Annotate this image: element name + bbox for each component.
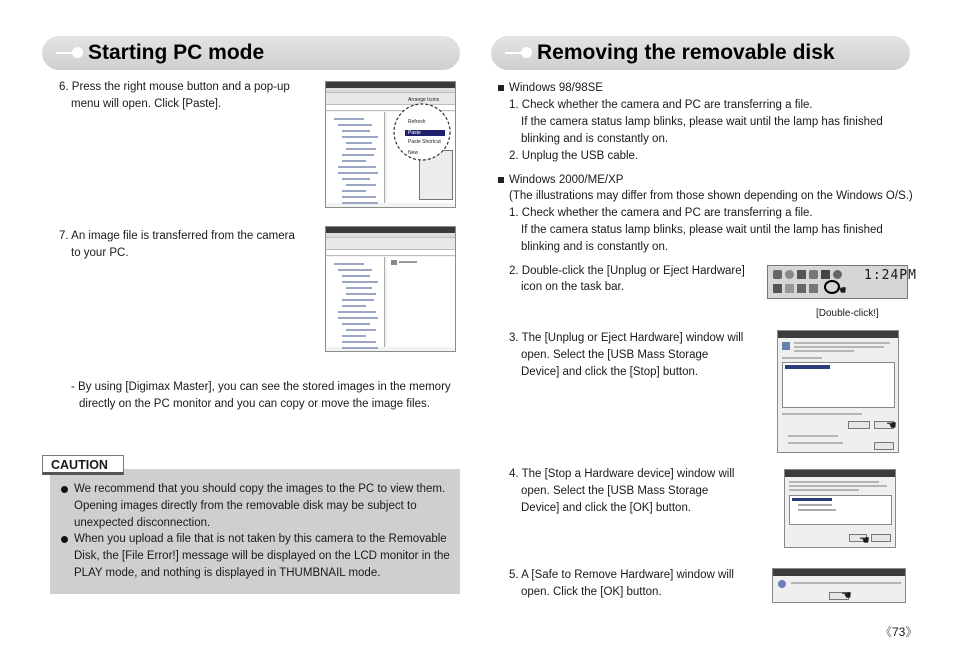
- caution-item1-line2: Opening images directly from the removable disk may be subject to: [74, 500, 417, 512]
- dialog-info-icon: [782, 342, 790, 350]
- step6-line2: menu will open. Click [Paste].: [71, 98, 222, 110]
- step2-line1: 2. Double-click the [Unplug or Eject Hardware]: [509, 265, 745, 277]
- hand-cursor-icon: ☚: [859, 533, 870, 547]
- note-line2: directly on the PC monitor and you can copy or move the image files.: [79, 398, 430, 410]
- caution-item2-line1: When you upload a file that is not taken by this camera to the Removable: [74, 533, 447, 545]
- header-dot-decoration: [72, 47, 83, 58]
- step2-line2: icon on the task bar.: [521, 281, 624, 293]
- dialog-info-icon: [778, 580, 786, 588]
- step7-line1: 7. An image file is transferred from the camera: [59, 230, 295, 242]
- dialog-titlebar: [785, 470, 895, 477]
- win98-line2: If the camera status lamp blinks, please wait until the lamp has finished: [521, 116, 883, 128]
- taskbar-screenshot: [767, 265, 917, 299]
- caution-item1-line3: unexpected disconnection.: [74, 517, 211, 529]
- taskbar-clock: 1:24PM: [864, 268, 917, 283]
- taskbar-icon: [809, 270, 818, 279]
- taskbar-icon: [797, 284, 806, 293]
- dialog-titlebar: [778, 331, 898, 338]
- file-icon: [391, 260, 397, 265]
- page-number: 《73》: [880, 625, 918, 639]
- popup-menu-item-paste: Paste: [408, 130, 421, 136]
- caution-item1-line1: We recommend that you should copy the images to the PC to view them.: [74, 483, 446, 495]
- popup-menu-item: New: [408, 150, 419, 156]
- taskbar-icon: [809, 284, 818, 293]
- win98-line4: 2. Unplug the USB cable.: [509, 150, 639, 162]
- win98-line1: 1. Check whether the camera and PC are transferring a file.: [509, 99, 813, 111]
- caution-bullet: [61, 536, 68, 543]
- taskbar-icon: [773, 284, 782, 293]
- step3-line1: 3. The [Unplug or Eject Hardware] window will: [509, 332, 744, 344]
- usb-mass-storage-item[interactable]: [785, 365, 830, 369]
- step4-line2: open. Select the [USB Mass Storage: [521, 485, 709, 497]
- taskbar-icon: [773, 270, 782, 279]
- step4-line1: 4. The [Stop a Hardware device] window will: [509, 468, 735, 480]
- popup-menu-item: Refresh: [408, 119, 426, 125]
- explorer-screenshot-paste: [325, 81, 456, 208]
- caution-item2-line2: Disk, the [File Error!] message will be displayed on the LCD monitor in the: [74, 550, 450, 562]
- step5-line1: 5. A [Safe to Remove Hardware] window will: [509, 569, 734, 581]
- popup-menu-item: Paste Shortcut: [408, 139, 441, 145]
- page-title-left: Starting PC mode: [88, 41, 265, 64]
- win98-bullet: [498, 85, 504, 91]
- header-dot-decoration: [521, 47, 532, 58]
- close-button[interactable]: [874, 442, 894, 450]
- hand-cursor-icon: ☚: [841, 588, 852, 602]
- win2000-line3: If the camera status lamp blinks, please wait until the lamp has finished: [521, 224, 883, 236]
- section-header-left: [42, 36, 460, 70]
- properties-button[interactable]: [848, 421, 870, 429]
- note-line1: - By using [Digimax Master], you can see the stored images in the memory: [71, 381, 451, 393]
- taskbar-icon: [821, 270, 830, 279]
- folder-tree-pane: [326, 257, 385, 347]
- stop-hardware-dialog: [784, 469, 896, 548]
- safe-to-remove-dialog: [772, 568, 906, 603]
- section-header-right: [491, 36, 910, 70]
- explorer-screenshot-transferred: [325, 226, 456, 352]
- hand-cursor-icon: ☚: [886, 418, 897, 432]
- file-list-pane: [387, 257, 455, 347]
- win2000-line4: blinking and is constantly on.: [521, 241, 669, 253]
- step4-line3: Device] and click the [OK] button.: [521, 502, 692, 514]
- step3-line3: Device] and click the [Stop] button.: [521, 366, 699, 378]
- win2000-line1: (The illustrations may differ from those shown depending on the Windows O/S.): [509, 190, 913, 202]
- double-click-caption: [Double-click!]: [816, 308, 879, 319]
- caution-item2-line3: PLAY mode, and nothing is displayed in THUMBNAIL mode.: [74, 567, 381, 579]
- step5-line2: open. Click the [OK] button.: [521, 586, 662, 598]
- hand-cursor-icon: ☚: [836, 283, 847, 297]
- usb-mass-storage-item[interactable]: [792, 498, 832, 501]
- page-title-right: Removing the removable disk: [537, 41, 835, 64]
- hardware-device-list[interactable]: [782, 362, 895, 408]
- taskbar-icon: [833, 270, 842, 279]
- dialog-titlebar: [773, 569, 905, 576]
- popup-menu-item: Arrange Icons: [408, 97, 440, 103]
- step6-line1: 6. Press the right mouse button and a pop-up: [59, 81, 290, 93]
- win2000-title: Windows 2000/ME/XP: [509, 174, 624, 186]
- caution-bullet: [61, 486, 68, 493]
- window-toolbar: [326, 238, 455, 250]
- win2000-line2: 1. Check whether the camera and PC are transferring a file.: [509, 207, 813, 219]
- taskbar-icon: [797, 270, 806, 279]
- taskbar-icon: [785, 284, 794, 293]
- device-stop-list[interactable]: [789, 495, 892, 525]
- window-address-bar: [326, 250, 455, 256]
- win2000-bullet: [498, 177, 504, 183]
- unplug-eject-dialog: [777, 330, 899, 453]
- win98-line3: blinking and is constantly on.: [521, 133, 669, 145]
- win98-title: Windows 98/98SE: [509, 82, 603, 94]
- cancel-button[interactable]: [871, 534, 891, 542]
- step7-line2: to your PC.: [71, 247, 129, 259]
- step3-line2: open. Select the [USB Mass Storage: [521, 349, 709, 361]
- caution-label: CAUTION: [42, 455, 124, 475]
- taskbar-icon: [785, 270, 794, 279]
